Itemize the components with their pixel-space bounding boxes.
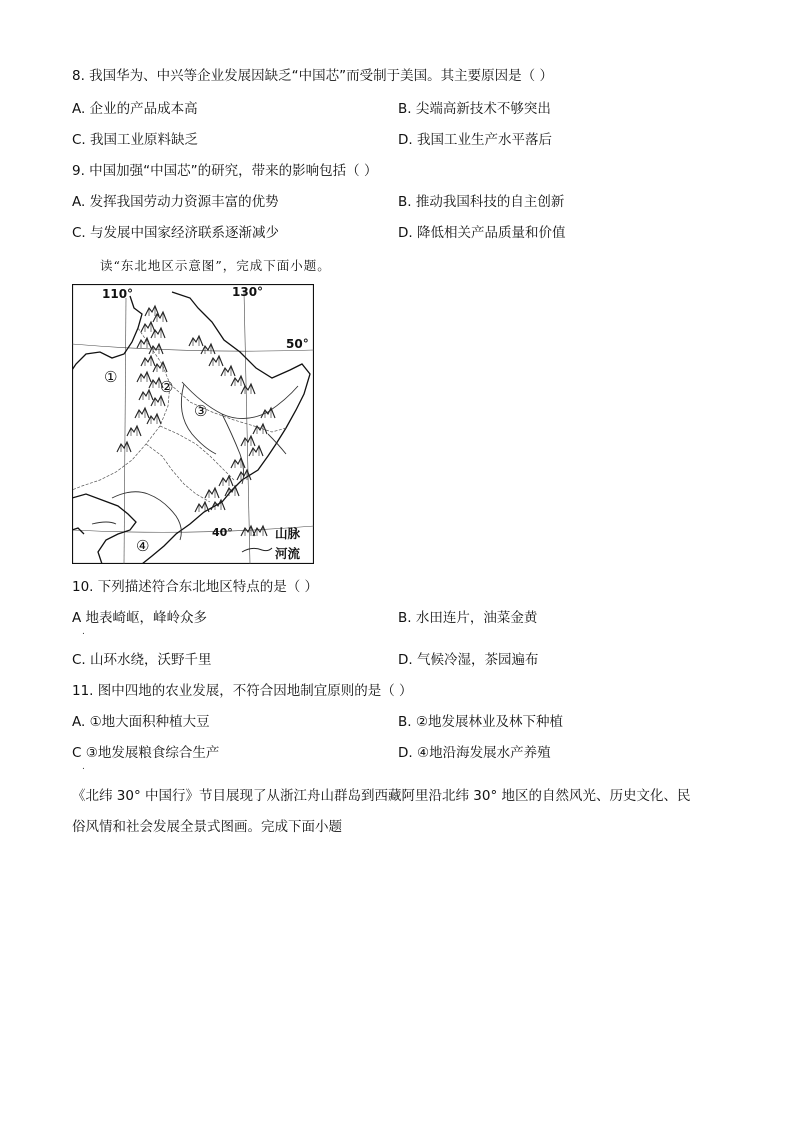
stray-dot: . xyxy=(82,627,85,637)
q11-option-d: D. ④地沿海发展水产养殖 xyxy=(398,745,551,761)
latitude-label-40: 40° xyxy=(212,526,233,539)
q10-stem: 10. 下列描述符合东北地区特点的是（ ） xyxy=(72,579,319,595)
longitude-label-110: 110° xyxy=(102,287,134,301)
q11-option-a: A. ①地大面积种植大豆 xyxy=(72,714,210,730)
q10-option-a: A 地表崎岖，峰岭众多 xyxy=(72,610,208,626)
q9-option-a: A. 发挥我国劳动力资源丰富的优势 xyxy=(72,194,279,210)
q8-stem: 8. 我国华为、中兴等企业发展因缺乏“中国芯”而受制于美国。其主要原因是（ ） xyxy=(72,68,553,84)
q11-option-c: C ③地发展粮食综合生产 xyxy=(72,745,220,761)
q8-option-d: D. 我国工业生产水平落后 xyxy=(398,132,552,148)
q10-option-d: D. 气候冷湿，茶园遍布 xyxy=(398,652,539,668)
stray-dot: . xyxy=(82,762,85,772)
q8-option-b: B. 尖端高新技术不够突出 xyxy=(398,101,551,117)
q9-stem: 9. 中国加强“中国芯”的研究，带来的影响包括（ ） xyxy=(72,163,378,179)
q9-option-d: D. 降低相关产品质量和价值 xyxy=(398,225,566,241)
q8-option-a: A. 企业的产品成本高 xyxy=(72,101,198,117)
q11-option-b: B. ②地发展林业及林下种植 xyxy=(398,714,563,730)
q11-stem: 11. 图中四地的农业发展，不符合因地制宜原则的是（ ） xyxy=(72,683,413,699)
legend-river-label: 河流 xyxy=(275,546,301,561)
q9-option-b: B. 推动我国科技的自主创新 xyxy=(398,194,565,210)
region-marker-3: ③ xyxy=(194,402,208,420)
passage-line-2: 俗风情和社会发展全景式图画。完成下面小题 xyxy=(72,819,342,835)
longitude-label-130: 130° xyxy=(232,285,264,299)
map-intro: 读“东北地区示意图”，完成下面小题。 xyxy=(100,258,331,273)
region-marker-1: ① xyxy=(104,368,118,386)
q9-option-c: C. 与发展中国家经济联系逐渐减少 xyxy=(72,225,280,241)
passage-line-1: 《北纬 30° 中国行》节目展现了从浙江舟山群岛到西藏阿里沿北纬 30° 地区的自然风光、历史文化、民 xyxy=(72,788,691,804)
legend-mountain-label: 山脉 xyxy=(275,526,301,541)
latitude-label-50: 50° xyxy=(286,337,309,351)
region-marker-4: ④ xyxy=(136,537,150,555)
q10-option-b: B. 水田连片，油菜金黄 xyxy=(398,610,538,626)
region-marker-2: ② xyxy=(160,378,174,396)
q10-option-c: C. 山环水绕，沃野千里 xyxy=(72,652,212,668)
q8-option-c: C. 我国工业原料缺乏 xyxy=(72,132,199,148)
northeast-map xyxy=(72,284,314,564)
